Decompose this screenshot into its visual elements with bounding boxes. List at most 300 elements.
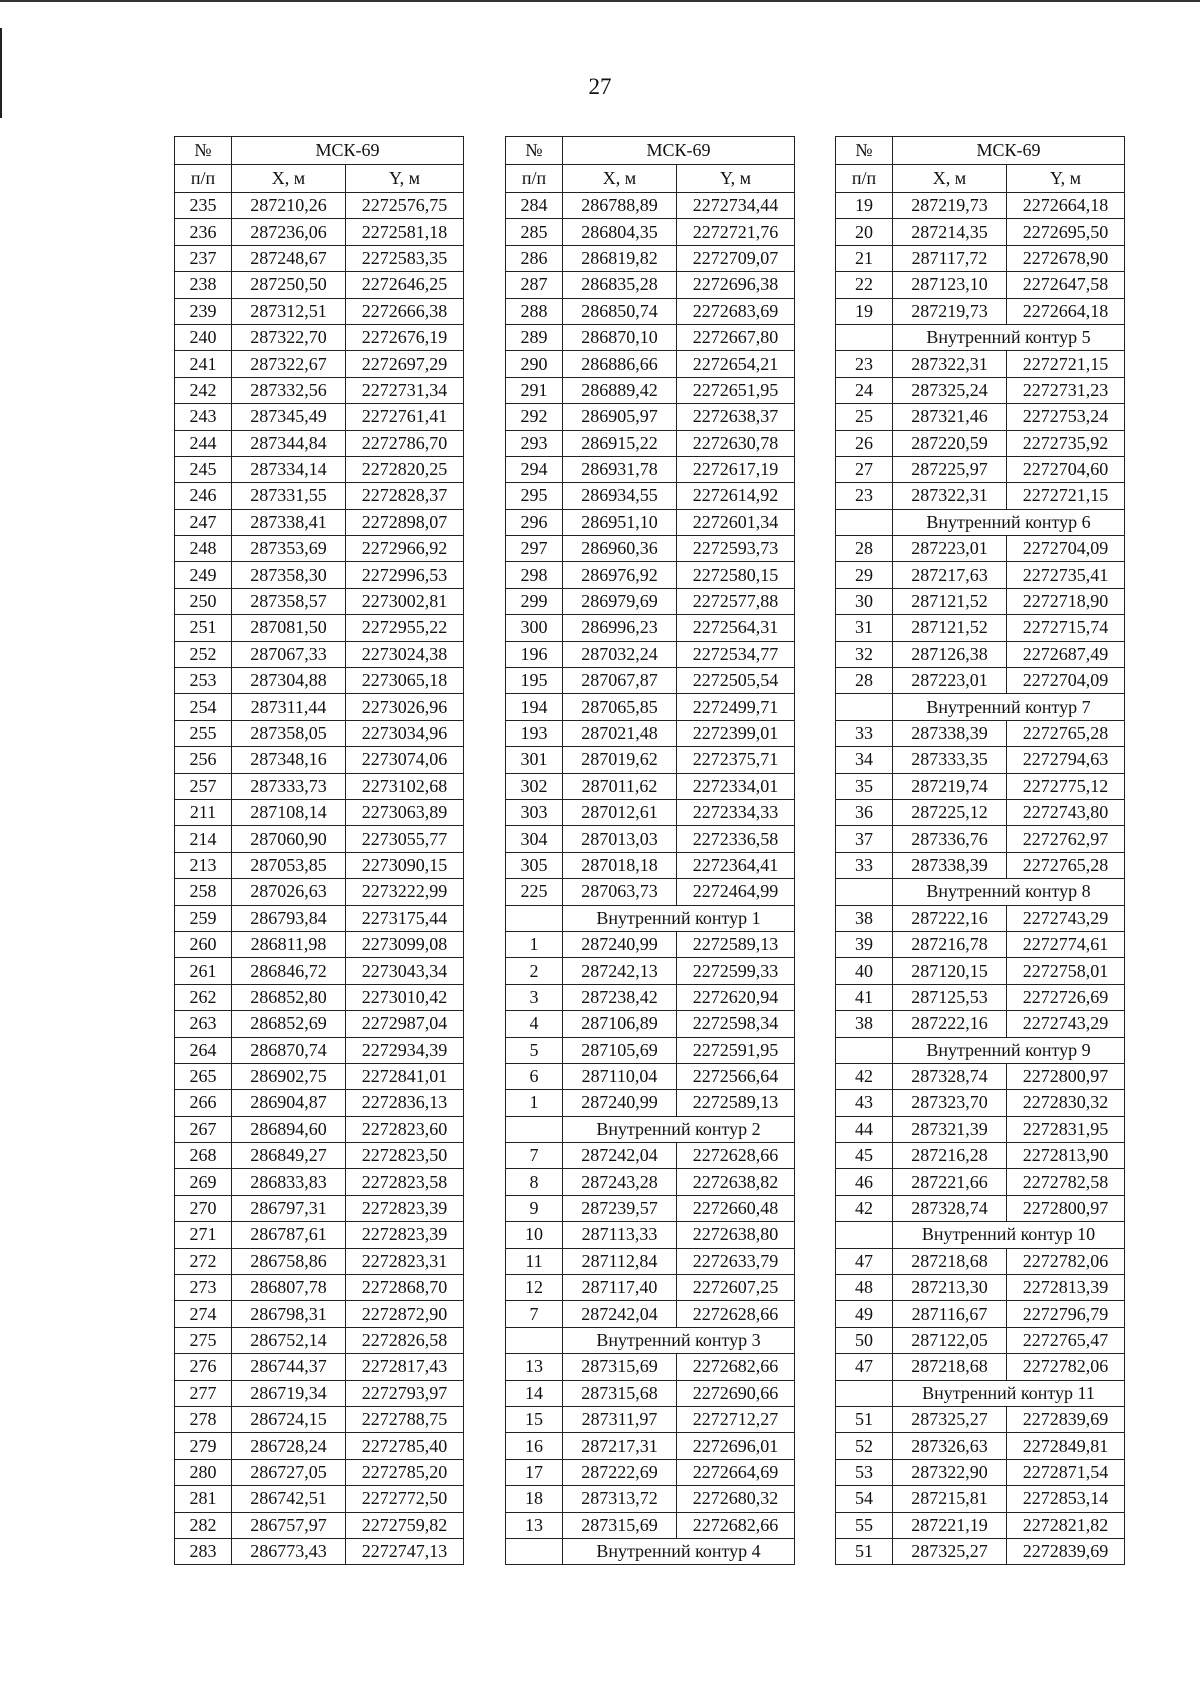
x-coordinate-cell: 287223,01 [893,668,1007,694]
y-coordinate-cell: 2272704,60 [1007,456,1125,482]
x-coordinate-cell: 287358,57 [232,588,346,614]
table-row [836,905,1125,931]
point-number-cell: 42 [836,1063,893,1089]
x-coordinate-cell: 287013,03 [563,826,677,852]
x-coordinate-cell: 286870,74 [232,1037,346,1063]
y-coordinate-cell: 2272743,29 [1007,1011,1125,1037]
contour-heading-row [836,1037,1125,1063]
y-coordinate-cell: 2272721,15 [1007,351,1125,377]
table-row [836,799,1125,825]
x-coordinate-cell: 287248,67 [232,245,346,271]
point-number-cell: 286 [506,245,563,271]
x-coordinate-cell: 287117,40 [563,1275,677,1301]
y-coordinate-cell: 2272785,20 [346,1459,464,1485]
table-row [506,536,795,562]
x-coordinate-cell: 287219,74 [893,773,1007,799]
table-row [175,852,464,878]
table-row [836,351,1125,377]
x-coordinate-cell: 287315,68 [563,1380,677,1406]
table-row [836,536,1125,562]
x-coordinate-cell: 286905,97 [563,404,677,430]
point-number-cell: 302 [506,773,563,799]
y-coordinate-cell: 2272734,44 [677,193,795,219]
x-coordinate-cell: 287338,39 [893,720,1007,746]
table-body [175,193,464,1565]
point-number-cell: 48 [836,1275,893,1301]
x-coordinate-cell: 287331,55 [232,483,346,509]
point-number-cell: 13 [506,1354,563,1380]
y-coordinate-cell: 2272464,99 [677,879,795,905]
table-row [175,1116,464,1142]
table-row [836,1248,1125,1274]
y-coordinate-cell: 2272638,80 [677,1222,795,1248]
point-number-cell: 285 [506,219,563,245]
table-row [836,245,1125,271]
table-row [175,694,464,720]
x-coordinate-cell: 287116,67 [893,1301,1007,1327]
point-number-cell: 43 [836,1090,893,1116]
y-coordinate-cell: 2272580,15 [677,562,795,588]
y-coordinate-cell: 2272598,34 [677,1011,795,1037]
table-row [836,1406,1125,1432]
point-number-cell: 2 [506,958,563,984]
y-coordinate-cell: 2272718,90 [1007,588,1125,614]
x-coordinate-cell: 287106,89 [563,1011,677,1037]
x-coordinate-cell: 287113,33 [563,1222,677,1248]
x-coordinate-cell: 287112,84 [563,1248,677,1274]
table-row [836,562,1125,588]
y-coordinate-cell: 2272762,97 [1007,826,1125,852]
y-coordinate-cell: 2272841,01 [346,1063,464,1089]
y-coordinate-cell: 2272836,13 [346,1090,464,1116]
point-number-cell: 39 [836,931,893,957]
y-coordinate-cell: 2272721,76 [677,219,795,245]
table-row [836,219,1125,245]
table-row [836,1459,1125,1485]
x-coordinate-cell: 287117,72 [893,245,1007,271]
x-coordinate-cell: 286979,69 [563,588,677,614]
point-number-cell: 16 [506,1433,563,1459]
x-coordinate-cell: 286727,05 [232,1459,346,1485]
table-row [506,193,795,219]
x-coordinate-cell: 287315,69 [563,1354,677,1380]
point-number-cell: 7 [506,1301,563,1327]
header-num: № [506,137,563,165]
point-number-cell: 54 [836,1486,893,1512]
x-coordinate-cell: 287216,78 [893,931,1007,957]
x-coordinate-cell: 286850,74 [563,298,677,324]
table-row [836,272,1125,298]
point-number-cell: 282 [175,1512,232,1538]
y-coordinate-cell: 2272695,50 [1007,219,1125,245]
x-coordinate-cell: 287242,13 [563,958,677,984]
y-coordinate-cell: 2272830,32 [1007,1090,1125,1116]
y-coordinate-cell: 2272589,13 [677,931,795,957]
point-number-cell: 55 [836,1512,893,1538]
x-coordinate-cell: 287032,24 [563,641,677,667]
y-coordinate-cell: 2272759,82 [346,1512,464,1538]
x-coordinate-cell: 286742,51 [232,1486,346,1512]
point-number-cell: 225 [506,879,563,905]
y-coordinate-cell: 2272364,41 [677,852,795,878]
table-row [506,1380,795,1406]
point-number-cell: 237 [175,245,232,271]
y-coordinate-cell: 2272583,35 [346,245,464,271]
y-coordinate-cell: 2272697,29 [346,351,464,377]
point-number-cell: 283 [175,1538,232,1564]
y-coordinate-cell: 2272628,66 [677,1143,795,1169]
x-coordinate-cell: 287311,97 [563,1406,677,1432]
y-coordinate-cell: 2272696,38 [677,272,795,298]
point-number-cell: 261 [175,958,232,984]
x-coordinate-cell: 287125,53 [893,984,1007,1010]
table-row [836,984,1125,1010]
table-row [175,958,464,984]
x-coordinate-cell: 286904,87 [232,1090,346,1116]
y-coordinate-cell: 2272826,58 [346,1327,464,1353]
y-coordinate-cell: 2273010,42 [346,984,464,1010]
table-row [836,826,1125,852]
y-coordinate-cell: 2272731,34 [346,377,464,403]
table-row [506,298,795,324]
y-coordinate-cell: 2272774,61 [1007,931,1125,957]
table-row [836,1327,1125,1353]
point-number-cell: 300 [506,615,563,641]
table-row [175,1275,464,1301]
table-row [836,1063,1125,1089]
point-number-cell: 51 [836,1538,893,1564]
x-coordinate-cell: 286798,31 [232,1301,346,1327]
contour-heading: Внутренний контур 1 [563,905,795,931]
y-coordinate-cell: 2272566,64 [677,1063,795,1089]
table-row [506,1195,795,1221]
y-coordinate-cell: 2272534,77 [677,641,795,667]
y-coordinate-cell: 2272772,50 [346,1486,464,1512]
x-coordinate-cell: 286719,34 [232,1380,346,1406]
point-number-cell: 278 [175,1406,232,1432]
page-edge-line [0,0,1200,2]
y-coordinate-cell: 2273043,34 [346,958,464,984]
point-number-cell: 254 [175,694,232,720]
x-coordinate-cell: 287333,73 [232,773,346,799]
x-coordinate-cell: 287217,31 [563,1433,677,1459]
header-y: Y, м [1007,165,1125,193]
empty-cell [836,1222,893,1248]
point-number-cell: 20 [836,219,893,245]
table-row [506,1486,795,1512]
point-number-cell: 305 [506,852,563,878]
table-row [175,984,464,1010]
y-coordinate-cell: 2272987,04 [346,1011,464,1037]
y-coordinate-cell: 2272682,66 [677,1354,795,1380]
y-coordinate-cell: 2272660,48 [677,1195,795,1221]
contour-heading-row [836,1222,1125,1248]
x-coordinate-cell: 286934,55 [563,483,677,509]
empty-cell [506,1116,563,1142]
contour-heading: Внутренний контур 4 [563,1538,795,1564]
point-number-cell: 242 [175,377,232,403]
table-row [506,351,795,377]
x-coordinate-cell: 287219,73 [893,298,1007,324]
y-coordinate-cell: 2272589,13 [677,1090,795,1116]
point-number-cell: 47 [836,1354,893,1380]
y-coordinate-cell: 2272683,69 [677,298,795,324]
x-coordinate-cell: 287311,44 [232,694,346,720]
point-number-cell: 6 [506,1063,563,1089]
y-coordinate-cell: 2272399,01 [677,720,795,746]
y-coordinate-cell: 2272823,39 [346,1195,464,1221]
table-row [506,219,795,245]
point-number-cell: 244 [175,430,232,456]
point-number-cell: 245 [175,456,232,482]
header-num: № [175,137,232,165]
contour-heading: Внутренний контур 3 [563,1327,795,1353]
y-coordinate-cell: 2272747,13 [346,1538,464,1564]
point-number-cell: 24 [836,377,893,403]
point-number-cell: 256 [175,747,232,773]
y-coordinate-cell: 2272628,66 [677,1301,795,1327]
y-coordinate-cell: 2272782,06 [1007,1354,1125,1380]
point-number-cell: 257 [175,773,232,799]
table-row [836,773,1125,799]
point-number-cell: 31 [836,615,893,641]
table-row [506,852,795,878]
x-coordinate-cell: 287067,33 [232,641,346,667]
point-number-cell: 47 [836,1248,893,1274]
y-coordinate-cell: 2273099,08 [346,931,464,957]
x-coordinate-cell: 287333,35 [893,747,1007,773]
point-number-cell: 22 [836,272,893,298]
x-coordinate-cell: 286807,78 [232,1275,346,1301]
empty-cell [836,324,893,350]
point-number-cell: 213 [175,852,232,878]
x-coordinate-cell: 286724,15 [232,1406,346,1432]
point-number-cell: 262 [175,984,232,1010]
point-number-cell: 42 [836,1195,893,1221]
y-coordinate-cell: 2272821,82 [1007,1512,1125,1538]
point-number-cell: 288 [506,298,563,324]
table-row [506,826,795,852]
table-row [175,272,464,298]
header-pp: п/п [506,165,563,193]
table-row [836,1433,1125,1459]
point-number-cell: 280 [175,1459,232,1485]
point-number-cell: 37 [836,826,893,852]
table-row [506,1354,795,1380]
table-row [175,1301,464,1327]
y-coordinate-cell: 2272646,25 [346,272,464,298]
table-row [836,298,1125,324]
point-number-cell: 287 [506,272,563,298]
point-number-cell: 266 [175,1090,232,1116]
y-coordinate-cell: 2272334,33 [677,799,795,825]
table-row [506,404,795,430]
table-row [506,615,795,641]
table-row [836,1486,1125,1512]
y-coordinate-cell: 2272614,92 [677,483,795,509]
table-row [175,1406,464,1432]
contour-heading-row [836,324,1125,350]
x-coordinate-cell: 287322,70 [232,324,346,350]
table-row [836,588,1125,614]
x-coordinate-cell: 287021,48 [563,720,677,746]
y-coordinate-cell: 2273175,44 [346,905,464,931]
point-number-cell: 30 [836,588,893,614]
point-number-cell: 15 [506,1406,563,1432]
point-number-cell: 294 [506,456,563,482]
empty-cell [506,1327,563,1353]
contour-heading-row [506,1116,795,1142]
x-coordinate-cell: 287323,70 [893,1090,1007,1116]
point-number-cell: 270 [175,1195,232,1221]
contour-heading: Внутренний контур 11 [893,1380,1125,1406]
table-row [175,1380,464,1406]
point-number-cell: 41 [836,984,893,1010]
point-number-cell: 297 [506,536,563,562]
point-number-cell: 252 [175,641,232,667]
point-number-cell: 271 [175,1222,232,1248]
y-coordinate-cell: 2272955,22 [346,615,464,641]
header-num: № [836,137,893,165]
x-coordinate-cell: 287067,87 [563,668,677,694]
y-coordinate-cell: 2272336,58 [677,826,795,852]
point-number-cell: 193 [506,720,563,746]
x-coordinate-cell: 287215,81 [893,1486,1007,1512]
point-number-cell: 214 [175,826,232,852]
y-coordinate-cell: 2272696,01 [677,1433,795,1459]
empty-cell [836,879,893,905]
x-coordinate-cell: 286960,36 [563,536,677,562]
contour-heading-row [506,905,795,931]
table-row [836,747,1125,773]
point-number-cell: 44 [836,1116,893,1142]
point-number-cell: 239 [175,298,232,324]
y-coordinate-cell: 2272638,37 [677,404,795,430]
point-number-cell: 240 [175,324,232,350]
x-coordinate-cell: 287221,66 [893,1169,1007,1195]
table-row [175,1248,464,1274]
table-row [506,1512,795,1538]
table-row [836,456,1125,482]
x-coordinate-cell: 287108,14 [232,799,346,825]
page-number: 27 [588,74,612,99]
x-coordinate-cell: 286804,35 [563,219,677,245]
table-row [175,1169,464,1195]
y-coordinate-cell: 2272743,80 [1007,799,1125,825]
y-coordinate-cell: 2272721,15 [1007,483,1125,509]
point-number-cell: 255 [175,720,232,746]
table-row [175,430,464,456]
x-coordinate-cell: 287325,24 [893,377,1007,403]
x-coordinate-cell: 286788,89 [563,193,677,219]
point-number-cell: 4 [506,1011,563,1037]
table-row [506,694,795,720]
point-number-cell: 250 [175,588,232,614]
table-row [175,1090,464,1116]
table-row [175,799,464,825]
x-coordinate-cell: 287122,05 [893,1327,1007,1353]
point-number-cell: 46 [836,1169,893,1195]
table-row [175,931,464,957]
point-number-cell: 35 [836,773,893,799]
table-row [175,536,464,562]
y-coordinate-cell: 2272599,33 [677,958,795,984]
point-number-cell: 27 [836,456,893,482]
y-coordinate-cell: 2272793,97 [346,1380,464,1406]
point-number-cell: 11 [506,1248,563,1274]
empty-cell [836,694,893,720]
table-row [836,1354,1125,1380]
y-coordinate-cell: 2272591,95 [677,1037,795,1063]
x-coordinate-cell: 287063,73 [563,879,677,905]
y-coordinate-cell: 2272690,66 [677,1380,795,1406]
table-row [506,1090,795,1116]
y-coordinate-cell: 2272676,19 [346,324,464,350]
y-coordinate-cell: 2272743,29 [1007,905,1125,931]
table-row [175,615,464,641]
y-coordinate-cell: 2272687,49 [1007,641,1125,667]
empty-cell [506,905,563,931]
table-row [506,456,795,482]
y-coordinate-cell: 2273002,81 [346,588,464,614]
point-number-cell: 45 [836,1143,893,1169]
point-number-cell: 53 [836,1459,893,1485]
table-row [506,272,795,298]
y-coordinate-cell: 2272704,09 [1007,668,1125,694]
x-coordinate-cell: 286951,10 [563,509,677,535]
x-coordinate-cell: 287214,35 [893,219,1007,245]
x-coordinate-cell: 287060,90 [232,826,346,852]
table-row [506,1143,795,1169]
header-x: X, м [563,165,677,193]
point-number-cell: 38 [836,905,893,931]
x-coordinate-cell: 287312,51 [232,298,346,324]
table-row [506,879,795,905]
y-coordinate-cell: 2272666,38 [346,298,464,324]
point-number-cell: 196 [506,641,563,667]
point-number-cell: 279 [175,1433,232,1459]
x-coordinate-cell: 287216,28 [893,1143,1007,1169]
table-row [175,509,464,535]
y-coordinate-cell: 2272680,32 [677,1486,795,1512]
table-row [175,562,464,588]
x-coordinate-cell: 287121,52 [893,588,1007,614]
empty-cell [836,1037,893,1063]
y-coordinate-cell: 2273065,18 [346,668,464,694]
point-number-cell: 14 [506,1380,563,1406]
x-coordinate-cell: 287322,31 [893,483,1007,509]
x-coordinate-cell: 286852,80 [232,984,346,1010]
x-coordinate-cell: 287219,73 [893,193,1007,219]
point-number-cell: 5 [506,1037,563,1063]
point-number-cell: 263 [175,1011,232,1037]
table-row [836,1195,1125,1221]
table-row [175,879,464,905]
y-coordinate-cell: 2272820,25 [346,456,464,482]
point-number-cell: 291 [506,377,563,403]
x-coordinate-cell: 287011,62 [563,773,677,799]
x-coordinate-cell: 287348,16 [232,747,346,773]
y-coordinate-cell: 2272782,06 [1007,1248,1125,1274]
table-row [836,377,1125,403]
x-coordinate-cell: 287250,50 [232,272,346,298]
page-edge-mark [0,28,2,118]
table-row [836,931,1125,957]
y-coordinate-cell: 2272868,70 [346,1275,464,1301]
x-coordinate-cell: 287242,04 [563,1301,677,1327]
x-coordinate-cell: 287220,59 [893,430,1007,456]
x-coordinate-cell: 287304,88 [232,668,346,694]
